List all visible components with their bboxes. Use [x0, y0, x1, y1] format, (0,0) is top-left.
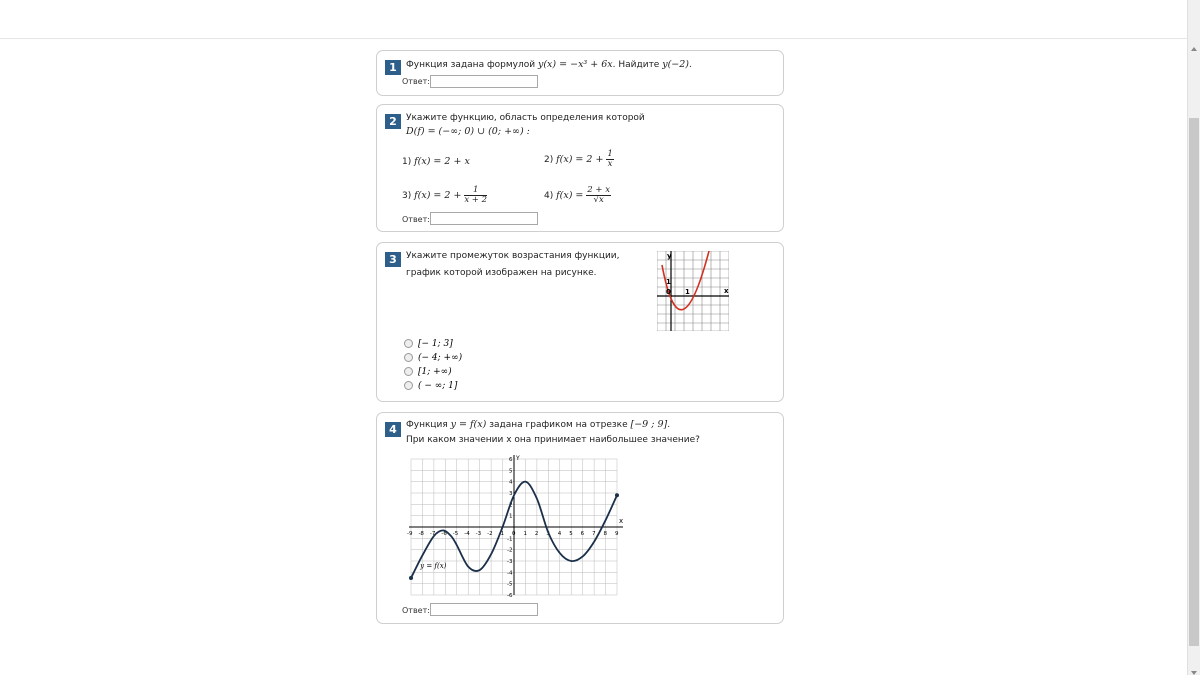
y-tick-label: 6 [509, 457, 513, 463]
x-tick-label: -9 [407, 531, 413, 537]
question-text [406, 59, 692, 70]
x-axis-label: x [724, 287, 729, 295]
x-tick-label: 0 [512, 531, 516, 537]
radio-option-2[interactable] [404, 353, 462, 363]
endpoint-start [409, 576, 413, 580]
option-label: 4) [544, 191, 554, 201]
option-3 [402, 186, 487, 205]
x-tick-label: 5 [569, 531, 573, 537]
x-unit-label: 1 [685, 288, 690, 296]
question-card-2 [376, 104, 784, 232]
option-formula: f(x) = [556, 190, 584, 201]
x-tick-label: 1 [523, 531, 527, 537]
question-text-line-1 [406, 419, 670, 430]
y-tick-label: 4 [509, 479, 513, 486]
radio-option-4[interactable] [404, 381, 457, 391]
fraction [464, 186, 487, 205]
x-tick-label: -4 [464, 531, 470, 537]
option-4 [544, 186, 611, 205]
x-tick-label: 4 [557, 531, 562, 537]
question-number: 4 [385, 422, 401, 437]
numerator: 2 + x [587, 185, 611, 195]
answer-input[interactable] [430, 75, 538, 88]
q1-text: Функция задана формулой [406, 60, 536, 70]
origin-label: 0 [666, 288, 671, 296]
radio-button[interactable] [404, 367, 413, 376]
radio-label: [− 1; 3] [418, 339, 453, 349]
q4-interval: [−9 ; 9] [630, 419, 668, 430]
x-tick-label: -7 [429, 531, 436, 537]
x-tick-label: -5 [452, 531, 459, 537]
radio-button[interactable] [404, 381, 413, 390]
curve-label: y = f(x) [420, 561, 447, 570]
question-number: 2 [385, 114, 401, 129]
numerator: 1 [607, 149, 613, 159]
x-tick-label: 6 [580, 531, 585, 537]
y-tick-label: -1 [507, 536, 513, 543]
parabola-graph [657, 251, 729, 331]
question-card-1 [376, 50, 784, 96]
question-card-4 [376, 412, 784, 624]
answer-input[interactable] [430, 603, 538, 616]
scrollbar-thumb[interactable] [1189, 118, 1199, 646]
y-tick-label: -4 [507, 570, 513, 577]
x-tick-label: 9 [615, 531, 619, 537]
q1-end: . [689, 60, 692, 70]
radio-label: [1; +∞) [418, 367, 452, 377]
x-tick-label: 2 [534, 531, 539, 537]
q4-text-middle: задана графиком на отрезке [489, 420, 628, 430]
denominator: x + 2 [464, 195, 488, 205]
y-tick-label: -2 [507, 547, 513, 554]
answer-label: Ответ: [402, 77, 430, 86]
question-number: 1 [385, 60, 401, 75]
numerator: 1 [464, 186, 487, 196]
denominator: x [607, 159, 613, 169]
option-label: 1) [402, 157, 412, 167]
option-formula: f(x) = 2 + x [414, 156, 470, 167]
question-number: 3 [385, 252, 401, 267]
question-text-line-1: Укажите промежуток возрастания функции, [406, 251, 620, 261]
scroll-down-arrow-icon[interactable] [1189, 662, 1199, 670]
y-tick-label: -3 [507, 559, 513, 565]
y-unit-label: 1 [666, 278, 671, 286]
radio-label: ( − ∞; 1] [418, 381, 458, 391]
option-label: 3) [402, 191, 412, 201]
answer-label: Ответ: [402, 215, 430, 224]
y-tick-label: 3 [509, 491, 513, 497]
domain-formula: D(f) = (−∞; 0) ∪ (0; +∞) : [406, 126, 530, 137]
x-tick-label: -8 [418, 531, 424, 537]
radio-option-3[interactable] [404, 367, 452, 377]
top-bar [0, 0, 1187, 39]
y-axis-label: Y [516, 455, 520, 462]
option-label: 2) [544, 155, 554, 165]
endpoint-end [615, 493, 619, 497]
answer-label: Ответ: [402, 606, 430, 615]
x-tick-label: -6 [441, 531, 447, 537]
y-axis-label: y [667, 252, 672, 260]
y-tick-label: -5 [507, 581, 513, 588]
y-tick-label: 2 [509, 502, 513, 509]
fraction [606, 150, 613, 169]
q4-text: Функция [406, 420, 448, 430]
question-text: Укажите функцию, область определения которой [406, 113, 645, 123]
q4-end: . [667, 420, 671, 430]
y-tick-label: 1 [509, 513, 513, 520]
scroll-up-arrow-icon[interactable] [1189, 38, 1199, 46]
x-tick-label: 3 [546, 531, 550, 537]
x-tick-label: -2 [487, 531, 493, 537]
radio-button[interactable] [404, 339, 413, 348]
option-1 [402, 156, 470, 167]
x-tick-label: 8 [603, 531, 608, 537]
answer-input[interactable] [430, 212, 538, 225]
option-formula: f(x) = 2 + [414, 190, 462, 201]
vertical-scrollbar[interactable] [1187, 0, 1200, 675]
option-2 [544, 150, 614, 169]
function-graph [407, 453, 627, 601]
q1-text-after: . Найдите [612, 60, 660, 70]
q4-formula: y = f(x) [450, 419, 487, 430]
x-tick-label: -3 [475, 531, 482, 537]
radio-option-1[interactable] [404, 339, 453, 349]
denominator: √x [593, 195, 604, 205]
x-tick-label: -1 [498, 531, 505, 537]
radio-label: (− 4; +∞) [418, 353, 463, 363]
fraction [586, 186, 611, 205]
q1-value: y(−2) [662, 59, 690, 70]
option-formula: f(x) = 2 + [556, 154, 604, 165]
question-text-line-2: график которой изображен на рисунке. [406, 268, 597, 278]
question-card-3 [376, 242, 784, 402]
question-text-line-2: При каком значении x она принимает наибольшее значение? [406, 435, 700, 445]
q1-formula: y(x) = −x³ + 6x [537, 59, 613, 70]
y-tick-label: -6 [507, 593, 513, 599]
x-tick-label: 7 [592, 531, 596, 537]
y-tick-label: 5 [509, 468, 513, 475]
x-axis-label: x [619, 517, 624, 525]
radio-button[interactable] [404, 353, 413, 362]
